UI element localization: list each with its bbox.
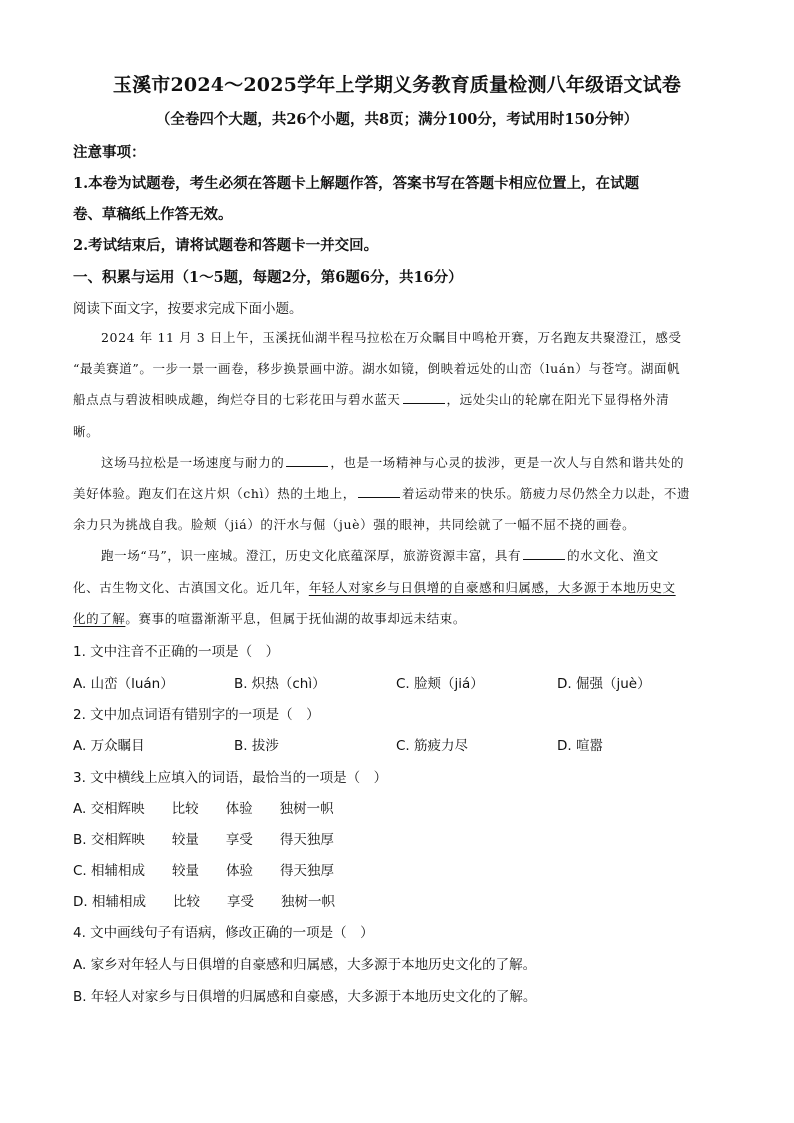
passage-line: 余力只为挑战自我。脸颊（jiá）的汗水与倔（juè）强的眼神，共同绘就了一幅不屈不挠的画卷。 [73,517,636,532]
section-heading: 一、积累与运用（1～5题，每题2分，第6题6分，共16分） [73,269,463,286]
answer-option[interactable]: C. 筋疲力尽 [396,738,469,754]
passage-line [73,484,690,502]
question-stem: 3. 文中横线上应填入的词语，最恰当的一项是（ ） [73,770,388,786]
question-stem: 1. 文中注音不正确的一项是（ ） [73,644,280,660]
passage-line [73,390,669,408]
answer-option[interactable]: A. 家乡对年轻人与日俱增的自豪感和归属感，大多源于本地历史文化的了解。 [73,957,537,973]
question-stem: 2. 文中加点词语有错别字的一项是（ ） [73,707,320,723]
passage-line: 2024 年 11 月 3 日上午，玉溪抚仙湖半程马拉松在万众瞩目中鸣枪开赛，万名跑友共聚澄江，感受 [101,330,682,345]
passage-text: 的水文化、渔文 [567,548,659,563]
passage-text: 着运动带来的快乐。筋疲力尽仍然全力以赴，不遗 [401,486,691,501]
answer-option[interactable]: B. 交相辉映 较量 享受 得天独厚 [73,832,334,848]
passage-text: ，远处尖山的轮廓在阳光下显得格外清 [446,392,670,407]
answer-option[interactable]: B. 炽热（chì） [234,676,326,692]
passage-text: 船点点与碧波相映成趣，绚烂夺目的七彩花田与碧水蓝天 [73,392,401,407]
page-title: 玉溪市2024～2025学年上学期义务教育质量检测八年级语文试卷 [112,74,682,96]
passage-text: 美好体验。跑友们在这片炽（chì）热的土地上， [73,486,356,501]
answer-option[interactable]: B. 年轻人对家乡与日俱增的归属感和自豪感，大多源于本地历史文化的了解。 [73,989,537,1005]
question-stem: 4. 文中画线句子有语病，修改正确的一项是（ ） [73,925,374,941]
passage-text: 跑一场“马”，识一座城。澄江，历史文化底蕴深厚，旅游资源丰富，具有 [101,548,522,563]
underlined-sentence: 年轻人对家乡与日俱增的自豪感和归属感，大多源于本地历史文 [308,580,676,595]
passage-text: 这场马拉松是一场速度与耐力的 [101,455,285,470]
answer-option[interactable]: C. 相辅相成 较量 体验 得天独厚 [73,863,335,879]
passage-text: 。赛事的喧嚣渐渐平息，但属于抚仙湖的故事却远未结束。 [125,611,467,626]
note-item-1: 1.本卷为试题卷，考生必须在答题卡上解题作答，答案书写在答题卡相应位置上，在试题 [73,175,640,192]
answer-option[interactable]: A. 万众瞩目 [73,738,145,754]
passage-line: 晰。 [73,424,100,439]
answer-option[interactable]: D. 相辅相成 比较 享受 独树一帜 [73,894,335,910]
passage-line [101,546,659,564]
answer-option[interactable]: D. 喧嚣 [557,738,603,754]
passage-text: ，也是一场精神与心灵的拔涉，更是一次人与自然和谐共处的 [330,455,685,470]
exam-subtitle: （全卷四个大题，共26个小题，共8页；满分100分，考试用时150分钟） [155,111,639,128]
fill-blank-3 [358,487,400,498]
passage-text: 化、古生物文化、古滇国文化。近几年， [73,580,309,595]
answer-option[interactable]: D. 倔强（juè） [557,676,651,692]
note-item-2: 2.考试结束后，请将试题卷和答题卡一并交回。 [73,237,379,254]
fill-blank-1 [403,393,445,404]
passage-line: “最美赛道”。一步一景一画卷，移步换景画中游。湖水如镜，倒映着远处的山峦（luán）与苍穹。湖面帆 [73,361,681,376]
underlined-sentence-cont: 化的了解 [73,611,126,626]
passage-line [73,609,466,627]
reading-instruction: 阅读下面文字，按要求完成下面小题。 [73,301,303,317]
passage-line [73,578,676,596]
answer-option[interactable]: C. 脸颊（jiá） [396,676,484,692]
passage-line [101,453,684,471]
note-item-1-cont: 卷、草稿纸上作答无效。 [73,206,233,223]
fill-blank-2 [286,456,328,467]
answer-option[interactable]: A. 交相辉映 比较 体验 独树一帜 [73,801,334,817]
notes-heading: 注意事项： [73,144,146,161]
fill-blank-4 [523,549,565,560]
answer-option[interactable]: B. 拔涉 [234,738,279,754]
answer-option[interactable]: A. 山峦（luán） [73,676,174,692]
